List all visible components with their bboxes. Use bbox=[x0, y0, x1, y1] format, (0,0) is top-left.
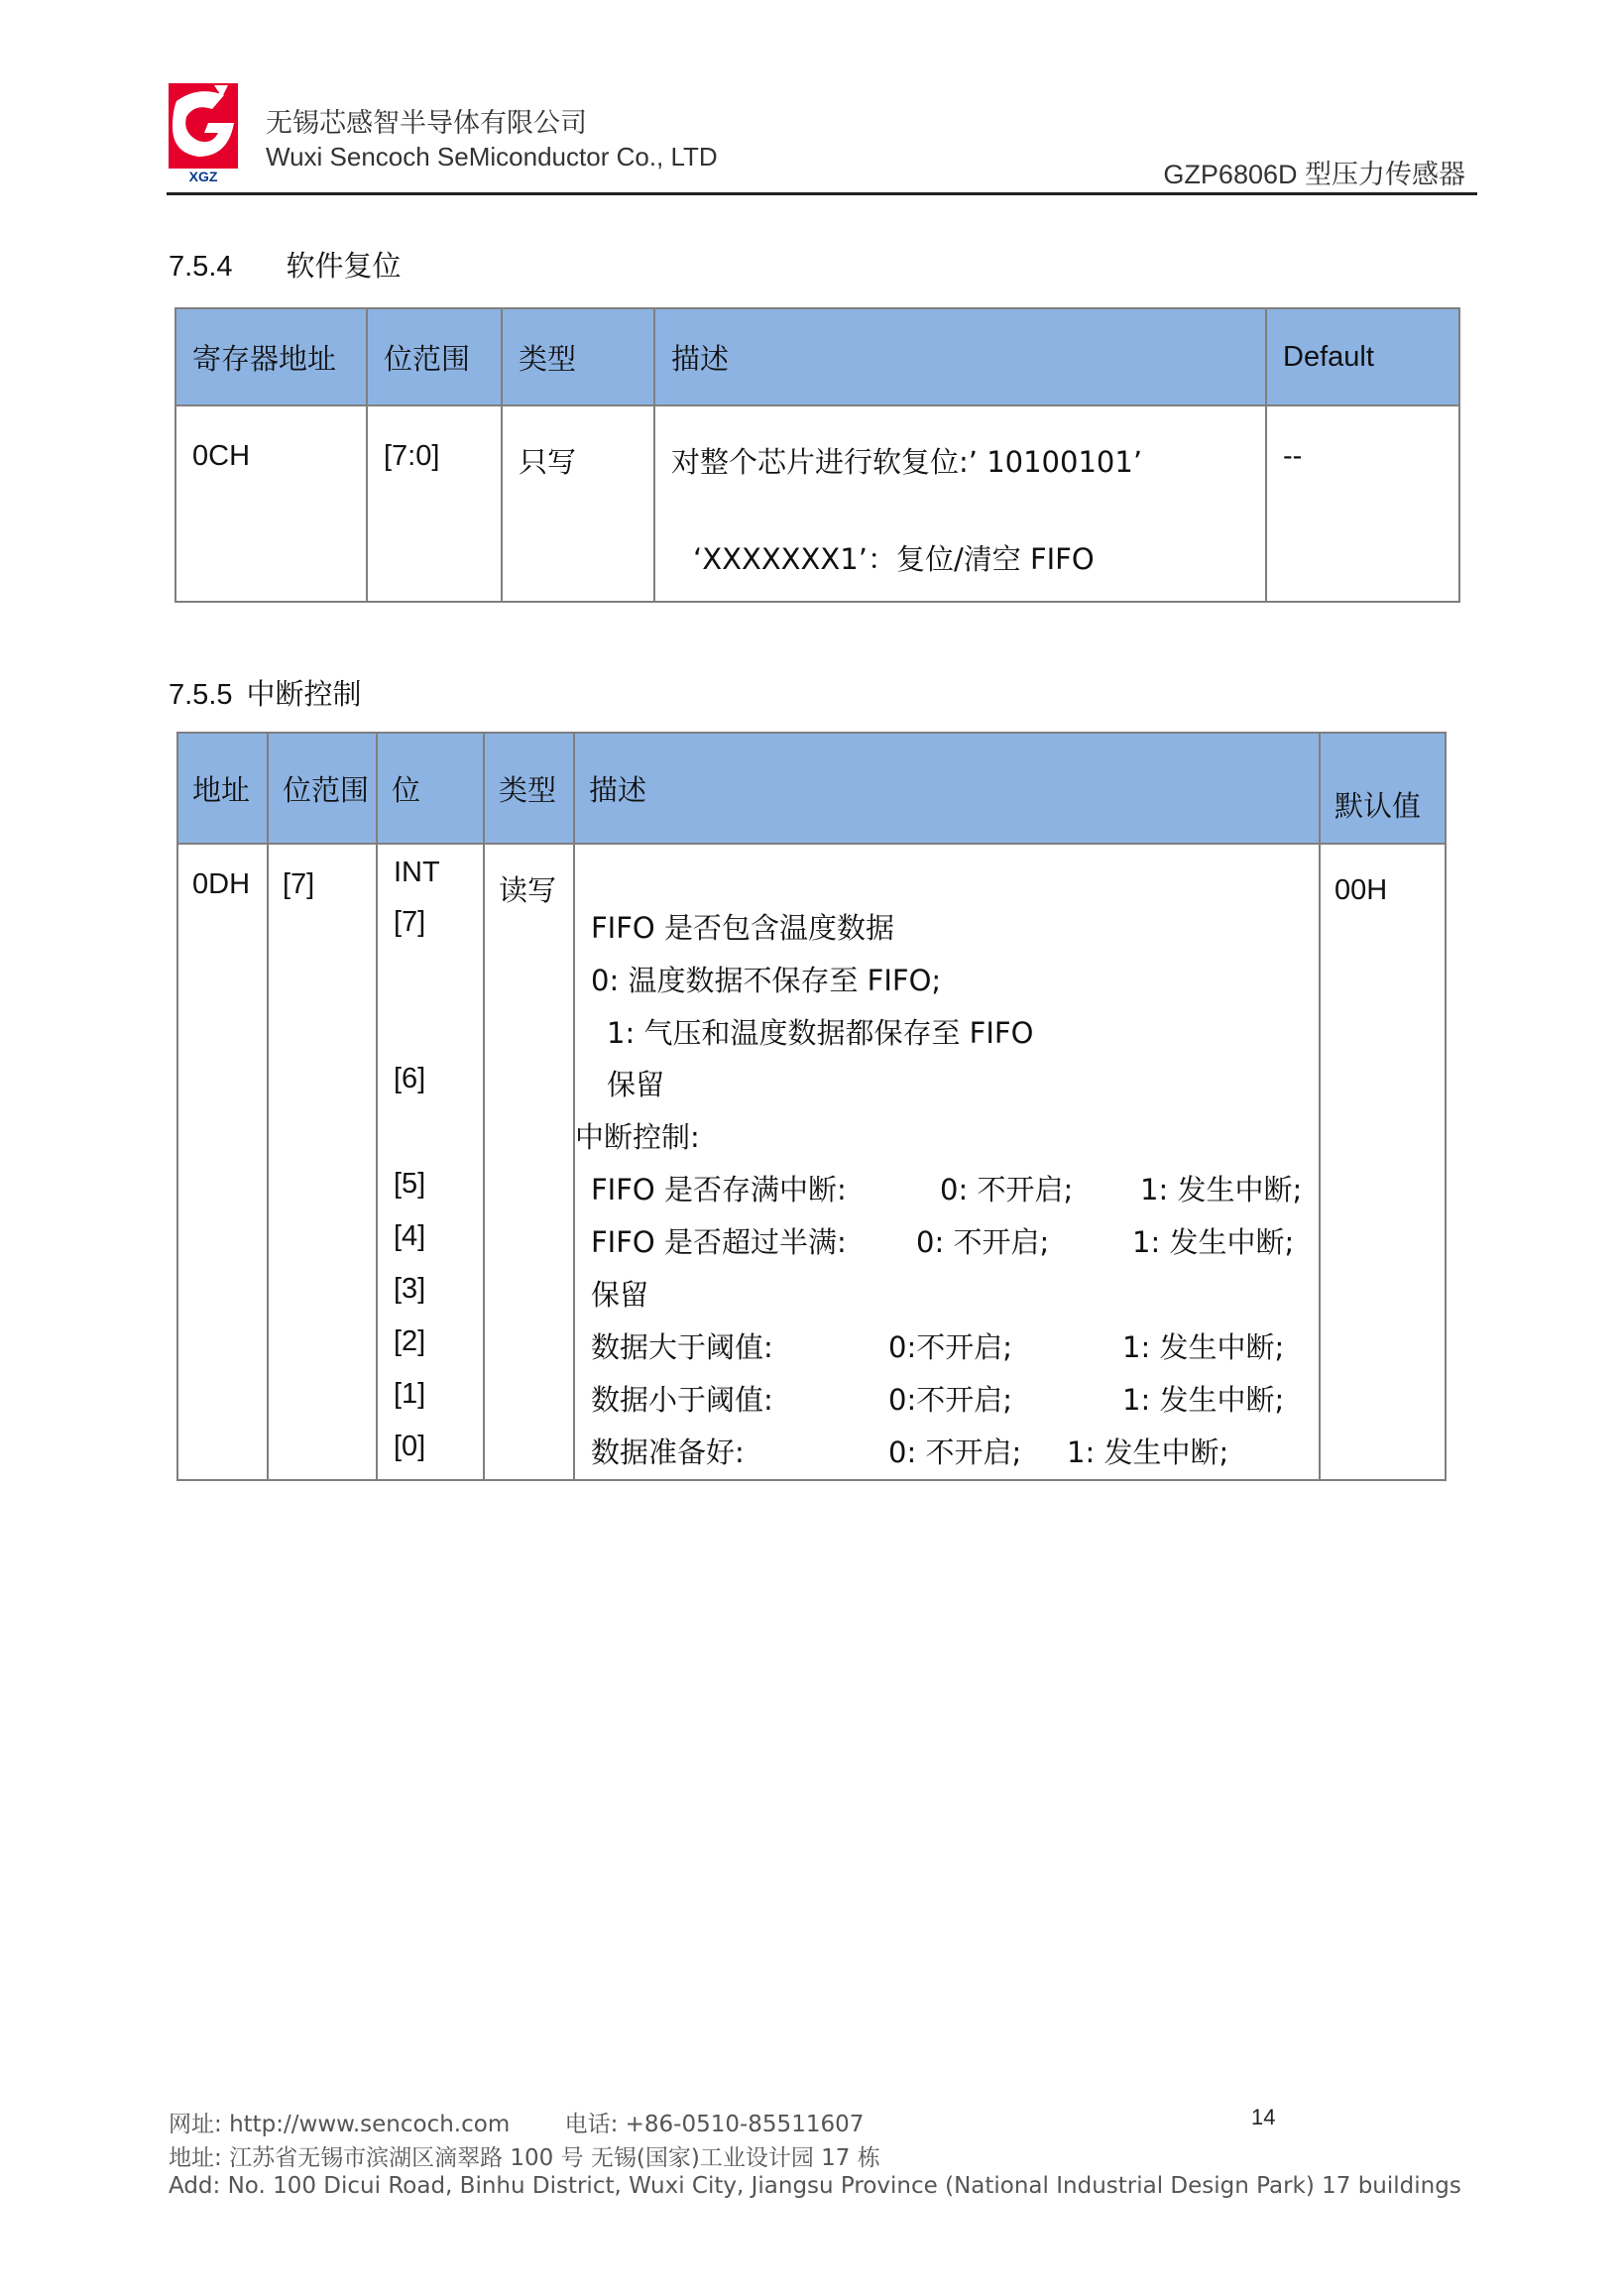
range-cell bbox=[268, 844, 377, 1480]
col-header: Default bbox=[1266, 308, 1459, 405]
interrupt-off: 0: 不开启; bbox=[916, 1225, 1050, 1259]
col-header: 位 bbox=[377, 733, 484, 844]
header-divider bbox=[167, 192, 1477, 195]
interrupt-on: 1: 发生中断; bbox=[1122, 1330, 1285, 1364]
type-cell bbox=[502, 405, 654, 602]
web-link[interactable]: http://www.sencoch.com bbox=[229, 2112, 511, 2137]
interrupt-on: 1: 发生中断; bbox=[1140, 1173, 1303, 1206]
range-value: [7] bbox=[283, 868, 315, 900]
description-cell bbox=[574, 844, 1320, 1480]
bit-cell bbox=[377, 844, 484, 1480]
bit-range: [7:0] bbox=[384, 440, 440, 472]
interrupt-off: 0:不开启; bbox=[888, 1383, 1012, 1417]
col-header: 地址 bbox=[177, 733, 268, 844]
col-header: 寄存器地址 bbox=[175, 308, 367, 405]
interrupt-label: 保留 bbox=[591, 1278, 649, 1312]
interrupt-off: 0:不开启; bbox=[888, 1330, 1012, 1364]
address-label: Add: bbox=[169, 2173, 221, 2199]
address-label: 地址: bbox=[169, 2145, 222, 2171]
default-cell bbox=[1266, 405, 1459, 602]
address-cell bbox=[177, 844, 268, 1480]
bit-label: [1] bbox=[394, 1378, 426, 1410]
interrupt-off: 0: 不开启; bbox=[888, 1435, 1022, 1469]
section-heading-754 bbox=[169, 244, 402, 285]
description-line: 对整个芯片进行软复位:’ 10100101’ bbox=[671, 445, 1143, 479]
description-line: FIFO 是否包含温度数据 bbox=[591, 911, 894, 945]
col-header: 描述 bbox=[574, 733, 1320, 844]
company-name-cn: 无锡芯感智半导体有限公司 bbox=[266, 108, 587, 139]
footer-address-cn bbox=[169, 2139, 880, 2172]
bit-label: [7] bbox=[394, 906, 426, 938]
tel-label: 电话: bbox=[564, 2112, 619, 2137]
address-en: No. 100 Dicui Road, Binhu District, Wuxi City, Jiangsu Province (National Industrial Design Park) 17 buildings bbox=[227, 2173, 1461, 2199]
footer-address-en bbox=[169, 2173, 1461, 2199]
interrupt-on: 1: 发生中断; bbox=[1132, 1225, 1295, 1259]
description-line: 0: 温度数据不保存至 FIFO; bbox=[591, 964, 942, 997]
interrupt-label: 数据大于阈值: bbox=[591, 1330, 773, 1364]
interrupt-off: 0: 不开启; bbox=[940, 1173, 1074, 1206]
description-line: 保留 bbox=[607, 1068, 665, 1101]
col-header: 类型 bbox=[484, 733, 574, 844]
interrupt-label: 数据小于阈值: bbox=[591, 1383, 773, 1417]
bit-label: [6] bbox=[394, 1063, 426, 1094]
section-title: 中断控制 bbox=[246, 677, 362, 711]
type-cell bbox=[484, 844, 574, 1480]
bit-label: [4] bbox=[394, 1220, 426, 1252]
bit-label: [0] bbox=[394, 1431, 426, 1462]
default-value: -- bbox=[1283, 440, 1303, 472]
section-heading-755 bbox=[169, 672, 362, 713]
table-header-row bbox=[177, 733, 1446, 844]
bit-label: [3] bbox=[394, 1273, 426, 1305]
description-cell bbox=[654, 405, 1266, 602]
description-line: 1: 气压和温度数据都保存至 FIFO bbox=[607, 1016, 1034, 1050]
interrupt-on: 1: 发生中断; bbox=[1122, 1383, 1285, 1417]
interrupt-control-table bbox=[176, 732, 1447, 1481]
tel-number: +86-0510-85511607 bbox=[625, 2112, 865, 2137]
company-logo bbox=[169, 83, 242, 184]
interrupt-label: 数据准备好: bbox=[591, 1435, 745, 1469]
type-value: 读写 bbox=[499, 873, 557, 907]
address-value: 0DH bbox=[192, 868, 251, 900]
col-header: 位范围 bbox=[268, 733, 377, 844]
register-address: 0CH bbox=[192, 440, 251, 472]
address-cn: 江苏省无锡市滨湖区滴翠路 100 号 无锡(国家)工业设计园 17 栋 bbox=[229, 2145, 880, 2171]
web-label: 网址: bbox=[169, 2112, 222, 2137]
col-header: 描述 bbox=[654, 308, 1266, 405]
company-name-en: Wuxi Sencoch SeMiconductor Co., LTD bbox=[266, 142, 718, 172]
footer-contact-line bbox=[169, 2106, 864, 2138]
interrupt-on: 1: 发生中断; bbox=[1067, 1435, 1229, 1469]
description-line: ‘XXXXXXX1’：复位/清空 FIFO bbox=[693, 542, 1095, 576]
section-number: 7.5.4 bbox=[169, 251, 233, 283]
bit-range-cell bbox=[367, 405, 502, 602]
table-row bbox=[177, 844, 1446, 1480]
logo-text: XGZ bbox=[188, 169, 218, 184]
page-number: 14 bbox=[1251, 2105, 1276, 2129]
product-name: GZP6806D 型压力传感器 bbox=[1163, 160, 1465, 189]
default-value: 00H bbox=[1334, 874, 1388, 906]
col-header: 默认值 bbox=[1320, 733, 1446, 844]
section-title: 软件复位 bbox=[286, 249, 402, 283]
software-reset-table bbox=[174, 307, 1460, 603]
register-address-cell bbox=[175, 405, 367, 602]
description-line: 中断控制: bbox=[575, 1120, 700, 1154]
register-type: 只写 bbox=[519, 445, 577, 479]
interrupt-label: FIFO 是否存满中断: bbox=[591, 1173, 847, 1206]
bit-label: [2] bbox=[394, 1325, 426, 1357]
bit-label: [5] bbox=[394, 1168, 426, 1200]
interrupt-label: FIFO 是否超过半满: bbox=[591, 1225, 847, 1259]
bit-int-label: INT bbox=[394, 857, 440, 888]
section-number: 7.5.5 bbox=[169, 679, 233, 711]
col-header: 类型 bbox=[502, 308, 654, 405]
table-row bbox=[175, 405, 1459, 602]
col-header: 位范围 bbox=[367, 308, 502, 405]
table-header-row bbox=[175, 308, 1459, 405]
default-cell bbox=[1320, 844, 1446, 1480]
